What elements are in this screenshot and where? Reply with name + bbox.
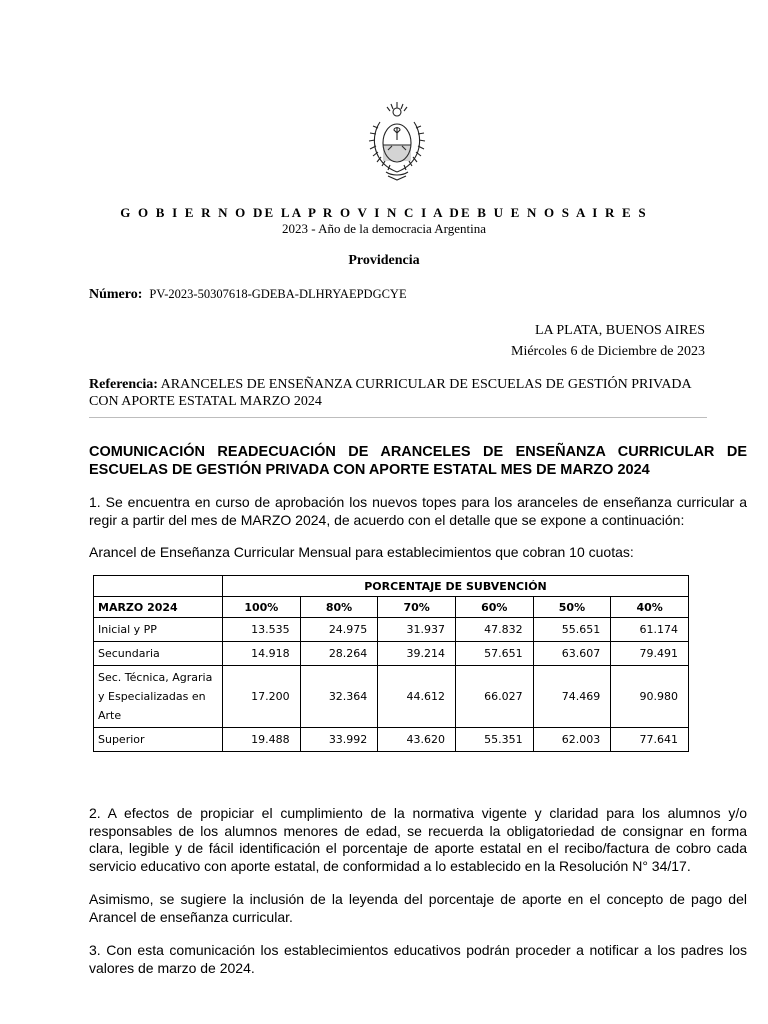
cell: 17.200 [223, 666, 301, 728]
paragraph-2: 2. A efectos de propiciar el cumplimiento de la normativa vigente y claridad para los alumnos y/o responsables de los alumnos menores de edad, se recuerda la obligatoriedad de consignar en forma clara, legible y de fácil identificación el porcentaje de aporte estatal en el recibo/factura de cobro cada servicio educativo con aporte estatal, de conformidad a lo establecido en la Resolución N° 34/17. [89, 805, 747, 874]
row-label: Sec. Técnica, Agraria y Especializadas en Arte [94, 666, 223, 728]
cell: 31.937 [378, 618, 456, 642]
col-header: 100% [223, 597, 301, 618]
numero-label: Número: [89, 287, 143, 302]
cell: 14.918 [223, 642, 301, 666]
communication-title: COMUNICACIÓN READECUACIÓN DE ARANCELES DE ENSEÑANZA CURRICULAR DE ESCUELAS DE GESTIÓN PRIVADA CON APORTE ESTATAL MES DE MARZO 2024 [89, 444, 747, 478]
cell: 28.264 [300, 642, 378, 666]
paragraph-4: 3. Con esta comunicación los establecimientos educativos podrán proceder a notificar a los padres los valores de marzo de 2024. [89, 942, 747, 976]
cell: 13.535 [223, 618, 301, 642]
cell: 63.607 [533, 642, 611, 666]
cell: 77.641 [611, 728, 689, 752]
referencia [89, 376, 709, 410]
cell: 57.651 [455, 642, 533, 666]
tariff-table [93, 575, 689, 752]
cell: 62.003 [533, 728, 611, 752]
year-motto: 2023 - Año de la democracia Argentina [281, 221, 487, 236]
table-row [94, 618, 689, 642]
cell: 79.491 [611, 642, 689, 666]
cell: 61.174 [611, 618, 689, 642]
cell: 74.469 [533, 666, 611, 728]
col-header: 60% [455, 597, 533, 618]
table-row [94, 666, 689, 728]
paragraph-3: Asimismo, se sugiere la inclusión de la leyenda del porcentaje de aporte en el concepto de pago del Arancel de enseñanza curricular. [89, 891, 747, 925]
group-header: PORCENTAJE DE SUBVENCIÓN [223, 576, 689, 597]
cell: 55.351 [455, 728, 533, 752]
cell: 47.832 [455, 618, 533, 642]
document-number [89, 287, 407, 303]
col-header: 40% [611, 597, 689, 618]
table-corner-cell [94, 576, 223, 597]
col-header: 70% [378, 597, 456, 618]
cell: 44.612 [378, 666, 456, 728]
government-header: G O B I E R N O DE LA P R O V I N C I A DE B U E N O S A I R E S [120, 205, 648, 220]
referencia-text: ARANCELES DE ENSEÑANZA CURRICULAR DE ESCUELAS DE GESTIÓN PRIVADA CON APORTE ESTATAL MARZO 2024 [89, 377, 691, 409]
table-row [94, 728, 689, 752]
row-label: Secundaria [94, 642, 223, 666]
table-caption: Arancel de Enseñanza Curricular Mensual para establecimientos que cobran 10 cuotas: [89, 544, 634, 560]
cell: 24.975 [300, 618, 378, 642]
first-col-header: MARZO 2024 [94, 597, 223, 618]
row-label: Inicial y PP [94, 618, 223, 642]
cell: 32.364 [300, 666, 378, 728]
divider [89, 417, 707, 418]
date: Miércoles 6 de Diciembre de 2023 [511, 344, 705, 359]
cell: 66.027 [455, 666, 533, 728]
paragraph-1: 1. Se encuentra en curso de aprobación los nuevos topes para los aranceles de enseñanza curricular a regir a partir del mes de MARZO 2024, de acuerdo con el detalle que se expone a continuación: [89, 494, 747, 528]
numero-value: PV-2023-50307618-GDEBA-DLHRYAEPDGCYE [149, 287, 407, 301]
cell: 55.651 [533, 618, 611, 642]
document-type: Providencia [348, 253, 420, 268]
col-header: 50% [533, 597, 611, 618]
province-coat-of-arms [366, 100, 428, 182]
place: LA PLATA, BUENOS AIRES [534, 323, 705, 338]
col-header: 80% [300, 597, 378, 618]
cell: 90.980 [611, 666, 689, 728]
row-label: Superior [94, 728, 223, 752]
cell: 33.992 [300, 728, 378, 752]
table-row [94, 642, 689, 666]
cell: 19.488 [223, 728, 301, 752]
cell: 39.214 [378, 642, 456, 666]
referencia-label: Referencia: [89, 377, 158, 392]
cell: 43.620 [378, 728, 456, 752]
